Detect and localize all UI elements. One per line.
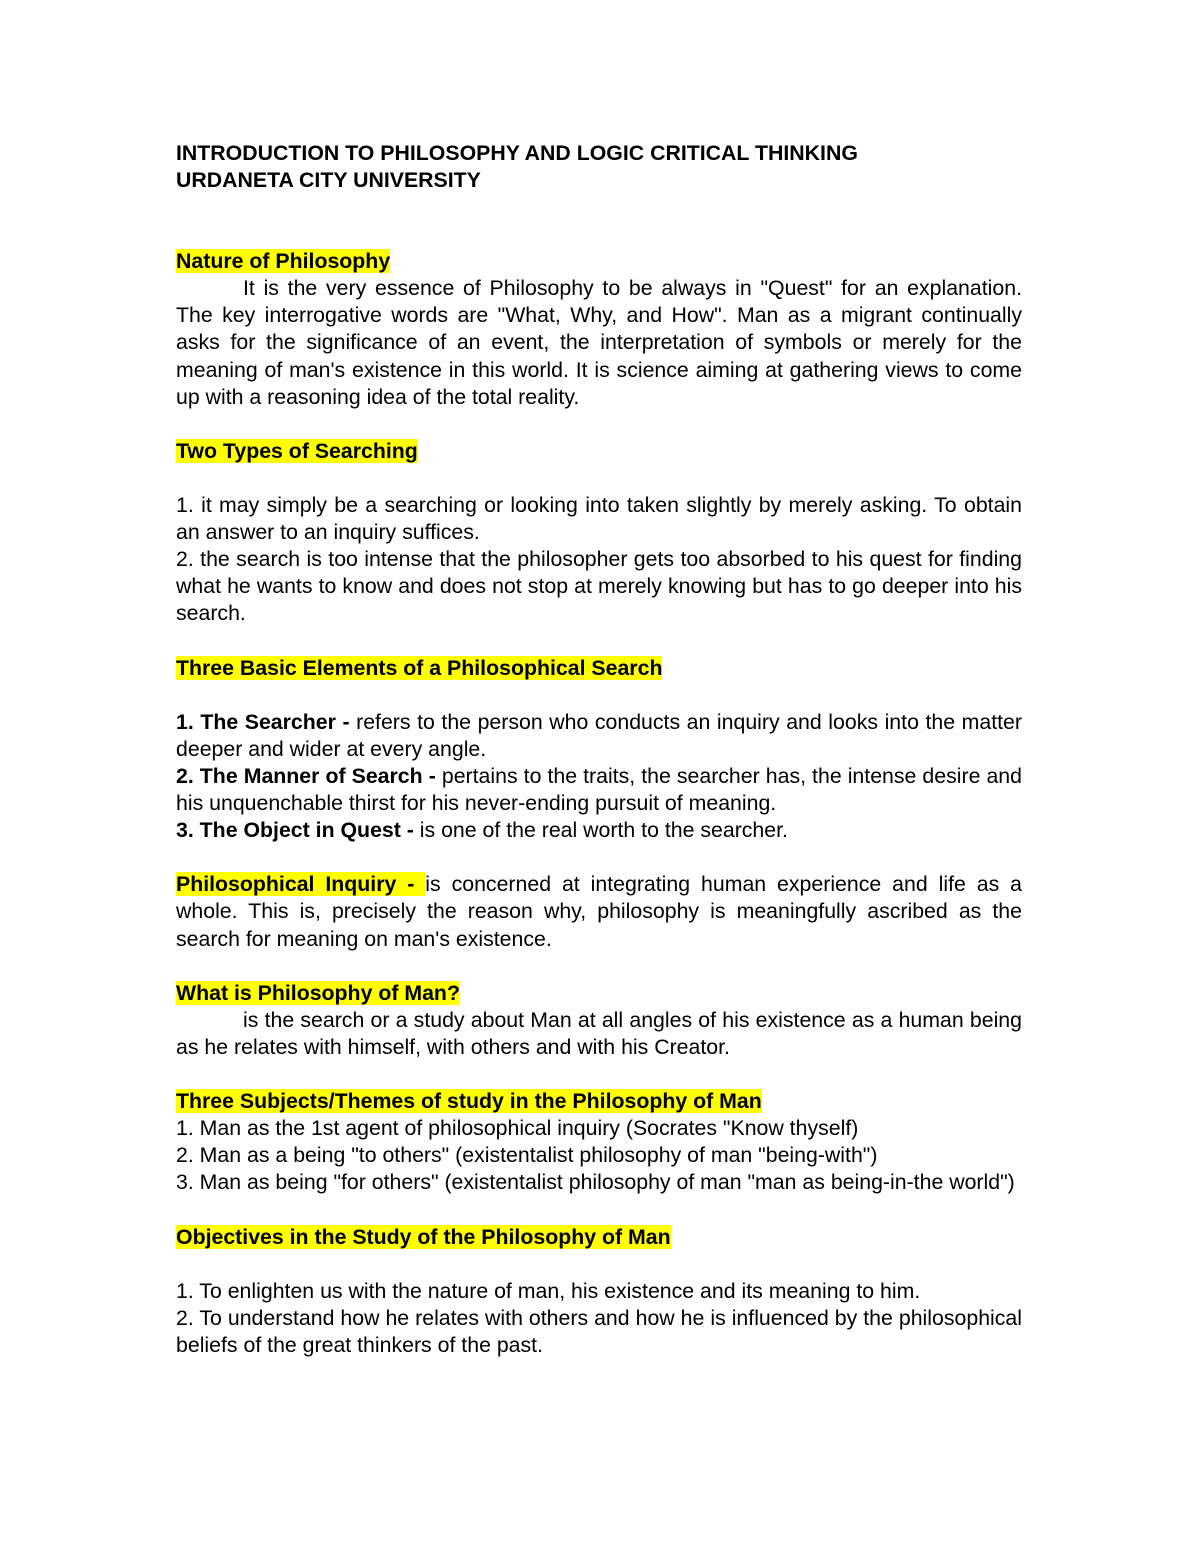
list-item: 2. the search is too intense that the philosopher gets too absorbed to his quest for finding what he wants to know and does not stop at merely knowing but has to go deeper into his search. — [176, 547, 1022, 626]
section-heading: Objectives in the Study of the Philosophy of Man — [176, 1224, 671, 1249]
element-term: 2. The Manner of Search - — [176, 763, 442, 788]
list-item: 1. it may simply be a searching or looking into taken slightly by merely asking. To obtain an answer to an inquiry suffices. — [176, 493, 1022, 545]
document-page — [176, 140, 1022, 1359]
section-three-basic-elements — [176, 655, 1022, 845]
section-heading: Three Basic Elements of a Philosophical Search — [176, 655, 663, 680]
section-three-subjects — [176, 1088, 1022, 1196]
document-title — [176, 140, 1022, 194]
section-heading: Three Subjects/Themes of study in the Philosophy of Man — [176, 1089, 762, 1114]
list-item — [176, 817, 1022, 844]
list-item: 1. To enlighten us with the nature of man, his existence and its meaning to him. — [176, 1278, 921, 1303]
list-item: 2. Man as a being "to others" (existentalist philosophy of man "being-with") — [176, 1143, 878, 1168]
section-heading: What is Philosophy of Man? — [176, 980, 460, 1005]
list-item: 2. To understand how he relates with others and how he is influenced by the philosophical beliefs of the great thinkers of the past. — [176, 1305, 1022, 1357]
element-text: is one of the real worth to the searcher. — [419, 818, 788, 843]
element-term: 3. The Object in Quest - — [176, 818, 420, 843]
section-what-is-philosophy-of-man — [176, 980, 1022, 1061]
element-text: refers to the person who conducts an inquiry and looks into the matter deeper and wider at every angle. — [176, 709, 1022, 761]
title-line-1: INTRODUCTION TO PHILOSOPHY AND LOGIC CRITICAL THINKING — [176, 141, 858, 165]
title-line-2: URDANETA CITY UNIVERSITY — [176, 168, 481, 193]
element-term: 1. The Searcher - — [176, 709, 357, 734]
list-item — [176, 709, 1022, 763]
section-body: is the search or a study about Man at all angles of his existence as a human being as he relates with himself, with others and with his Creator. — [176, 1007, 1022, 1059]
list-item: 1. Man as the 1st agent of philosophical inquiry (Socrates "Know thyself) — [176, 1116, 859, 1141]
section-heading: Nature of Philosophy — [176, 249, 391, 274]
section-body: is concerned at integrating human experience and life as a whole. This is, precisely the reason why, philosophy is meaningfully ascribed as the search for meaning on man's existence. — [176, 872, 1022, 951]
section-body: It is the very essence of Philosophy to be always in "Quest" for an explanation. The key interrogative words are "What, Why, and How". Man as a migrant continually asks for the significance of an event, the interpretation of symbols or merely for the meaning of man's existence in this world. It is science aiming at gathering views to come up with a reasoning idea of the total reality. — [176, 276, 1022, 409]
section-nature-of-philosophy — [176, 248, 1022, 411]
section-philosophical-inquiry — [176, 871, 1022, 952]
list-item: 3. Man as being "for others" (existentalist philosophy of man "man as being-in-the world") — [176, 1170, 1015, 1195]
section-heading: Philosophical Inquiry - — [176, 872, 426, 897]
section-objectives — [176, 1224, 1022, 1359]
section-heading: Two Types of Searching — [176, 438, 418, 463]
section-two-types-of-searching — [176, 438, 1022, 628]
list-item — [176, 763, 1022, 817]
element-text: pertains to the traits, the searcher has, the intense desire and his unquenchable thirst for his never-ending pursuit of meaning. — [176, 763, 1022, 816]
